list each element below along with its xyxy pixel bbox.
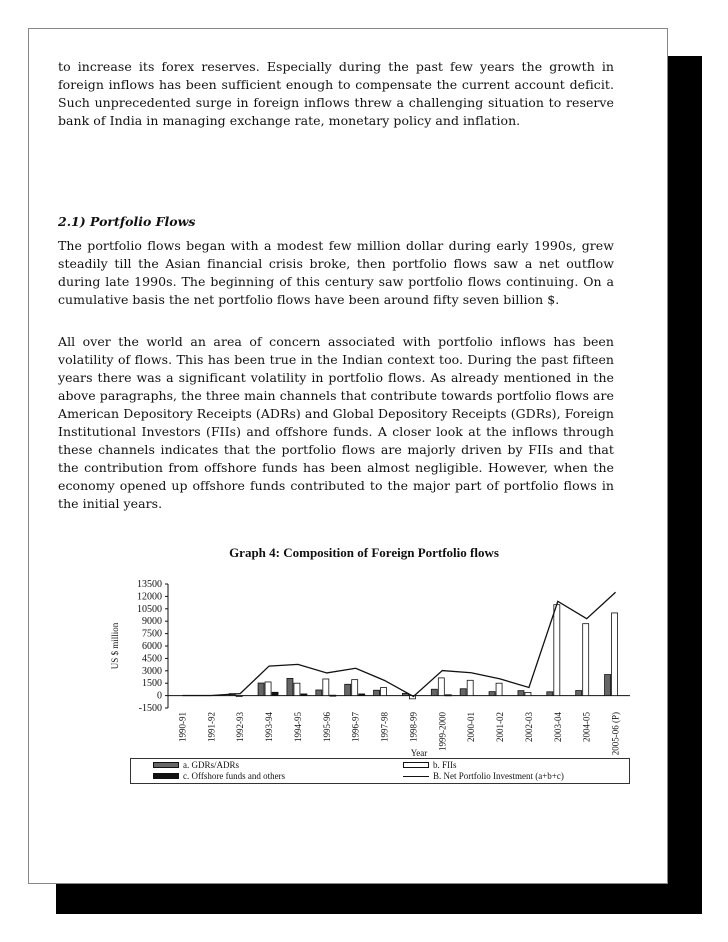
portfolio-flows-chart	[0, 560, 728, 760]
legend-swatch-fii	[403, 762, 429, 768]
x-tick-label: 2002-03	[523, 712, 534, 742]
legend-label-fii: b. FIIs	[433, 760, 457, 770]
legend-swatch-net	[403, 776, 429, 777]
y-tick-label: 4500	[142, 653, 162, 665]
bar-fii	[381, 688, 387, 696]
bar-offshore	[330, 695, 336, 696]
bar-fii	[525, 692, 531, 695]
y-tick-label: 12000	[137, 591, 162, 603]
x-tick-label: 2005-06 (P)	[610, 712, 621, 756]
bar-fii	[438, 678, 444, 696]
bar-gdr	[431, 689, 437, 695]
x-tick-label: 1992-93	[235, 712, 246, 742]
x-tick-label: 1997-98	[379, 712, 390, 742]
bar-fii	[467, 680, 473, 695]
bar-offshore	[445, 695, 451, 696]
bar-fii	[236, 696, 242, 697]
x-tick-label: 2004-05	[581, 712, 592, 742]
x-tick-label: 1990-91	[177, 712, 188, 742]
x-tick-label: 1996-97	[350, 712, 361, 742]
y-tick-label: 6000	[142, 641, 162, 652]
bar-offshore	[359, 694, 365, 696]
legend-label-gdr: a. GDRs/ADRs	[183, 760, 240, 770]
legend-swatch-offshore	[153, 773, 179, 779]
bar-offshore	[272, 692, 278, 695]
y-tick-label: 0	[157, 690, 162, 702]
bar-gdr	[316, 690, 322, 696]
legend-label-offshore: c. Offshore funds and others	[183, 771, 286, 781]
section-heading: 2.1) Portfolio Flows	[58, 214, 196, 229]
bar-gdr	[576, 691, 582, 696]
bar-fii	[265, 682, 271, 696]
x-axis-title: Year	[410, 748, 428, 758]
x-tick-label: 1994-95	[292, 712, 303, 742]
bar-gdr	[287, 678, 293, 695]
bar-gdr	[460, 689, 466, 696]
x-tick-label: 2000-01	[466, 712, 477, 742]
bar-gdr	[489, 692, 495, 696]
legend-swatch-gdr	[153, 762, 179, 768]
bar-fii	[323, 679, 329, 696]
chart-legend	[130, 758, 630, 784]
legend-label-net: B. Net Portfolio Investment (a+b+c)	[433, 771, 564, 781]
y-tick-label: 10500	[137, 603, 162, 615]
bar-gdr	[345, 684, 351, 695]
y-axis-title: US $ million	[110, 622, 120, 670]
y-tick-label: 1500	[142, 678, 162, 690]
bar-gdr	[547, 692, 553, 696]
bar-gdr	[258, 683, 264, 696]
bar-fii	[612, 613, 618, 696]
bar-fii	[352, 680, 358, 696]
paragraph-portfolio-flows: The portfolio flows began with a modest few million dollar during early 1990s, grew steadily till the Asian financial crisis broke, then portfolio flows saw a net outflow during late 1990s. The beginning of this century saw portfolio flows continuing. On a cumulative basis the net portfolio flows have been around fifty seven billion $.	[58, 238, 614, 307]
x-tick-label: 1998-99	[408, 712, 419, 742]
x-tick-label: 1999-2000	[437, 712, 448, 751]
bar-offshore	[301, 694, 307, 696]
bar-fii	[496, 683, 502, 695]
legend-item-fii	[403, 760, 457, 770]
y-tick-label: -1500	[138, 703, 162, 714]
paragraph-volatility: All over the world an area of concern associated with portfolio inflows has been volatility of flows. This has been true in the Indian context too. During the past fifteen years there was a significant volatility in portfolio flows. As already mentioned in the above paragraphs, the three main channels that contribute towards portfolio flows are American Depository Receipts (ADRs) and Global Depository Receipts (GDRs), Foreign Institutional Investors (FIIs) and offshore funds. A closer look at the inflows through these channels indicates that the portfolio flows are majorly driven by FIIs and that the contribution from offshore funds has been almost negligible. However, when the economy opened up offshore funds contributed to the major part of portfolio flows in the initial years.	[58, 334, 614, 511]
x-tick-label: 1993-94	[264, 712, 275, 742]
bar-gdr	[374, 690, 380, 695]
y-tick-label: 9000	[142, 616, 162, 628]
intro-paragraph: to increase its forex reserves. Especially during the past few years the growth in foreign inflows has been sufficient enough to compensate the current account deficit. Such unprecedented surge in foreign inflows threw a challenging situation to reserve bank of India in managing exchange rate, monetary policy and inflation.	[58, 59, 614, 128]
legend-item-offshore	[153, 771, 285, 781]
bar-gdr	[605, 675, 611, 696]
x-tick-label: 1991-92	[206, 712, 217, 742]
y-tick-label: 13500	[137, 579, 162, 590]
legend-item-gdr	[153, 760, 239, 770]
legend-item-net	[403, 771, 564, 781]
chart-title: Graph 4: Composition of Foreign Portfolio flows	[229, 545, 499, 560]
bar-gdr	[518, 691, 524, 696]
y-tick-label: 3000	[142, 665, 162, 677]
bar-fii	[554, 605, 560, 696]
net-portfolio-line	[182, 592, 615, 696]
x-tick-label: 2003-04	[552, 712, 563, 742]
bar-fii	[294, 683, 300, 695]
bar-fii	[583, 624, 589, 696]
x-tick-label: 1995-96	[321, 712, 332, 742]
x-tick-label: 2001-02	[495, 712, 506, 742]
y-tick-label: 7500	[142, 628, 162, 640]
